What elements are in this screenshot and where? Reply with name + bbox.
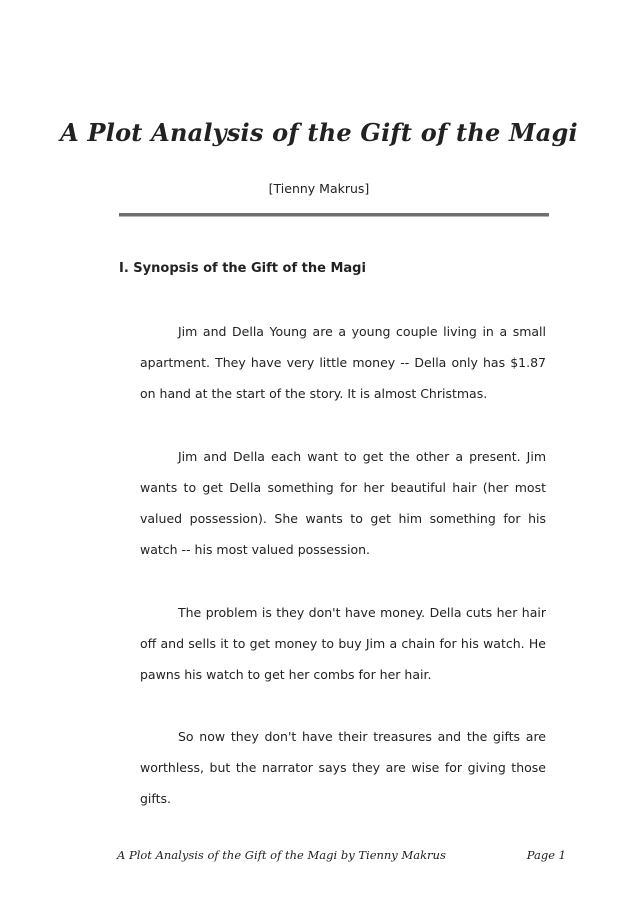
- page-number: Page 1: [526, 848, 566, 862]
- document-title: A Plot Analysis of the Gift of the Magi: [60, 118, 578, 147]
- paragraph-1: Jim and Della Young are a young couple living in a small apartment. They have very little money -- Della only has $1.87 on hand at the start of the story. It is almost Christmas.: [140, 324, 546, 401]
- section-heading: I. Synopsis of the Gift of the Magi: [119, 261, 366, 276]
- title-divider: [119, 213, 549, 217]
- paragraph-4: So now they don't have their treasures and the gifts are worthless, but the narrator says they are wise for giving those gifts.: [140, 729, 546, 806]
- paragraph-2: Jim and Della each want to get the other a present. Jim wants to get Della something for her beautiful hair (her most valued possession). She wants to get him something for his watch -- his most valued possession.: [140, 449, 546, 557]
- paragraph-3: The problem is they don't have money. Della cuts her hair off and sells it to get money to buy Jim a chain for his watch. He pawns his watch to get her combs for her hair.: [140, 605, 546, 682]
- footer-title: A Plot Analysis of the Gift of the Magi by Tienny Makrus: [117, 848, 446, 862]
- document-author: [Tienny Makrus]: [268, 181, 370, 196]
